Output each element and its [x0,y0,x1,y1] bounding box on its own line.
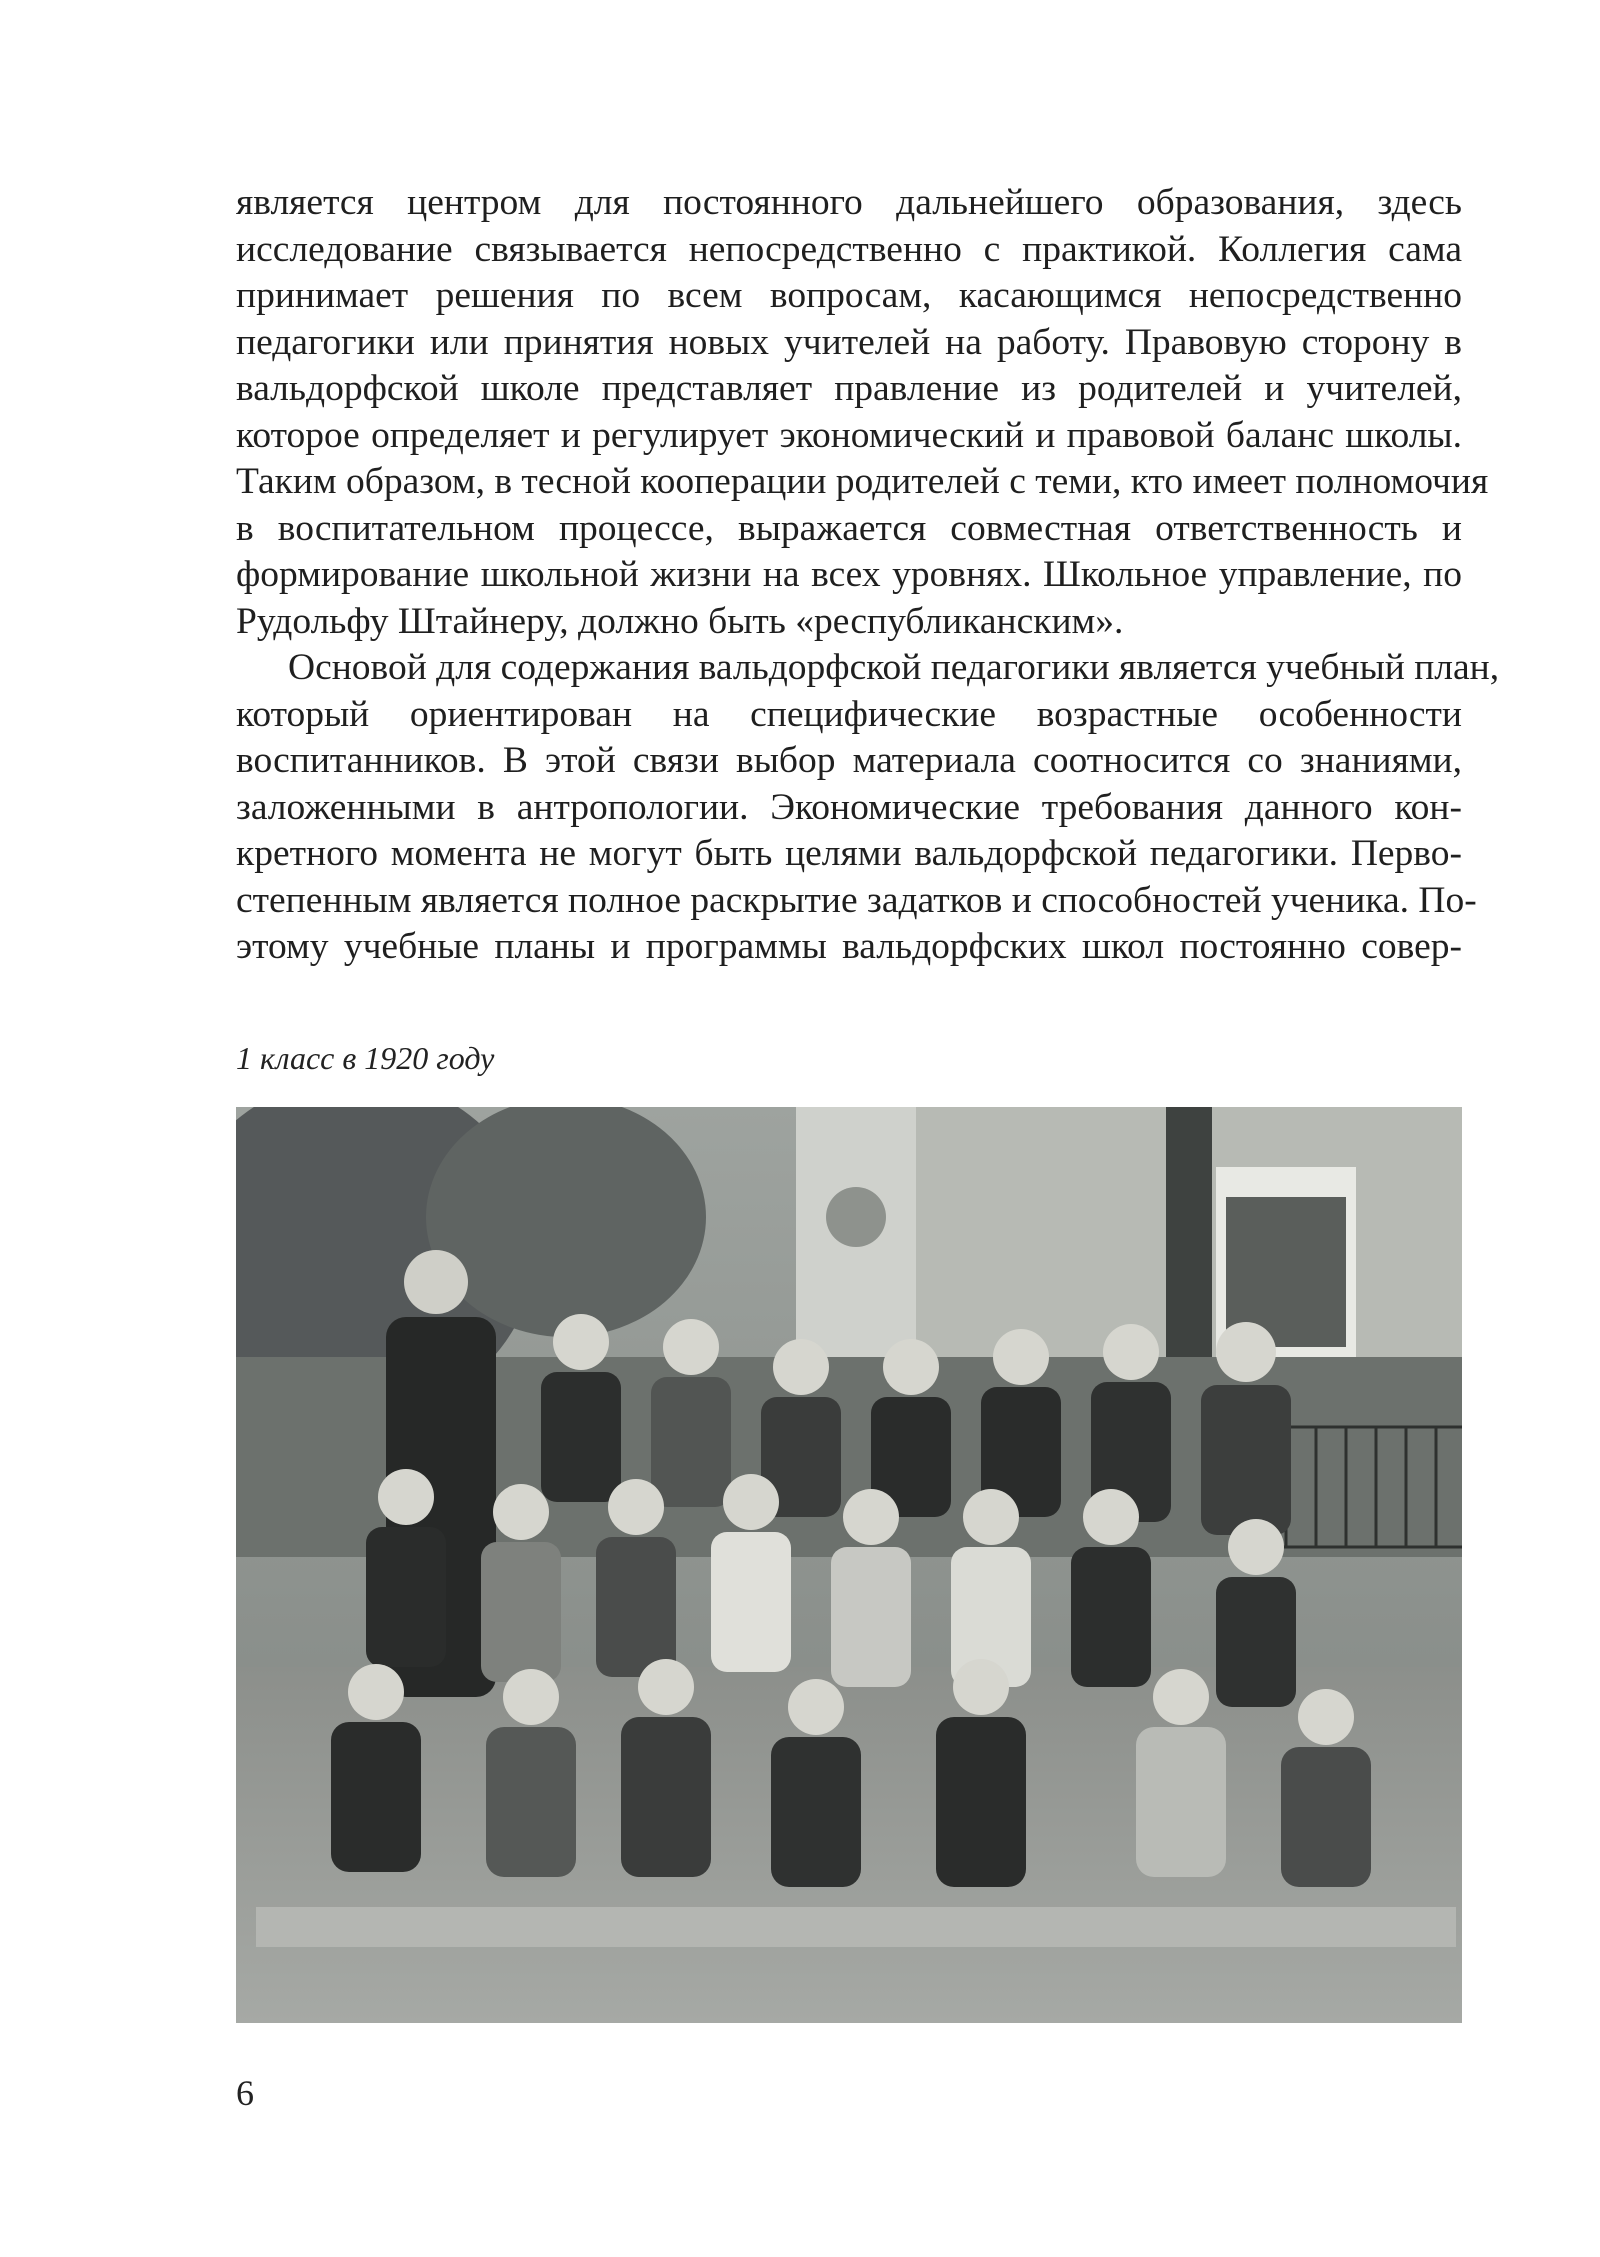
text-line: исследование связывается непосредственно с практикой. Коллегия сама [236,228,1462,270]
text-line: воспитанников. В этой связи выбор материала соотносится со знаниями, [236,740,1462,781]
text-line: которое определяет и регулирует экономический и правовой баланс школы. [236,414,1462,456]
text-line: принимает решения по всем вопросам, касающимся непосредственно [236,275,1462,316]
text-line: вальдорфской школе представляет правление из родителей и учителей, [236,368,1462,409]
text-line: является центром для постоянного дальнейшего образования, здесь [236,182,1462,223]
text-line: педагогики или принятия новых учителей на работу. Правовую сторону в [236,321,1462,363]
text-line: Рудольфу Штайнеру, должно быть «республиканским». [236,600,1124,642]
body-text [236,180,1500,971]
class-photo [236,1107,1462,2023]
paragraph-2 [236,645,1500,971]
class-photo-illustration [236,1107,1462,2023]
text-line: кретного момента не могут быть целями вальдорфской педагогики. Перво- [236,833,1462,874]
paragraph-1 [236,180,1489,645]
text-line: Основой для содержания вальдорфской педагогики является учебный план, [288,647,1500,688]
text-line: степенным является полное раскрытие задатков и способностей ученика. По- [236,879,1477,921]
text-line: заложенными в антропологии. Экономические требования данного кон- [236,786,1462,828]
text-line: этому учебные планы и программы вальдорфских школ постоянно совер- [236,926,1462,967]
page-number: 6 [236,2073,254,2113]
text-line: формирование школьной жизни на всех уровнях. Школьное управление, по [236,554,1462,595]
text-line: который ориентирован на специфические возрастные особенности [236,693,1462,735]
photo-caption: 1 класс в 1920 году [236,1040,495,1076]
text-line: в воспитательном процессе, выражается совместная ответственность и [236,507,1462,549]
text-line: Таким образом, в тесной кооперации родителей с теми, кто имеет полномочия [236,461,1489,502]
